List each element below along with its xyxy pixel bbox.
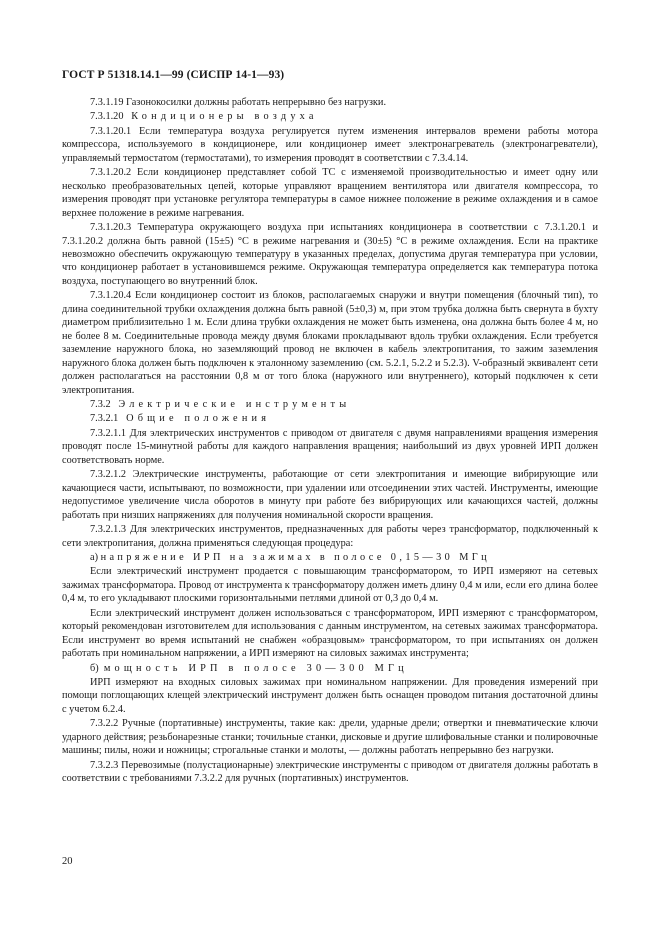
- document-body: [62, 96, 598, 787]
- paragraph: ИРП измеряют на входных силовых зажимах при номинальном напряжении. Для проведения измерений при помощи поглощающих клещей электрический инструмент должен быть оснащен проводом питания достаточной длины с учетом 6.2.4.: [62, 677, 598, 715]
- paragraph: Если электрический инструмент продается с повышающим трансформатором, то ИРП измеряют на сетевых зажимах трансформатора. Провод от инструмента к трансформатору должен иметь длину 0,4 м или, если его длина более 0,4 м, то его укладывают плоскими горизонтальными петлями длиной от 0,3 до 0,4 м.: [62, 566, 598, 605]
- document-header: ГОСТ Р 51318.14.1—99 (СИСПР 14-1—93): [62, 69, 285, 81]
- section-heading: 7.3.1.20 Кондиционеры воздуха: [90, 111, 318, 123]
- section-heading: 7.3.2 Электрические инструменты: [90, 398, 351, 410]
- paragraph: 7.3.2.2 Ручные (портативные) инструменты, такие как: дрели, ударные дрели; отвертки и пневматические ключи ударного действия; резьбонарезные станки; точильные станки, дисковые и другие шлифовальные станки и полировочные машины; пилы, ножи и ножницы; строгальные станки и молоты, — должны работать непрерывно без нагрузки.: [62, 718, 599, 757]
- paragraph: 7.3.1.20.4 Если кондиционер состоит из блоков, располагаемых снаружи и внутри помещения (блочный тип), то длина соединительной трубки охлаждения должна быть равной (5±0,3) м, при этом трубка должна быть свернута в бухту диаметром приблизительно 1 м. Если длина трубки охлаждения не может быть изменена, она должна быть более 4 м, но не более 8 м. Соединительные провода между двумя блоками прокладывают вдоль трубки охлаждения. Если требуется заземление наружного блока, но заземляющий провод не включен в кабель электропитания, то зажим заземления наружного блока должен быть подключен к эталонному заземлению (см. 5.2.1, 5.2.2 и 5.2.3). V-образный эквивалент сети должен располагаться на расстоянии 0,8 м от того блока (наружного или внутреннего), который подключен к сети электропитания.: [62, 290, 598, 396]
- list-item-heading: б) мощность ИРП в полосе 30—300 МГц: [90, 662, 408, 674]
- list-item-heading: а) напряжение ИРП на зажимах в полосе 0,15—30 МГц: [90, 551, 491, 563]
- paragraph: 7.3.2.1.3 Для электрических инструментов, предназначенных для работы через трансформатор, подключенный к сети электропитания, должна применяться следующая процедура:: [62, 524, 598, 549]
- paragraph: 7.3.2.3 Перевозимые (полустационарные) электрические инструменты с приводом от двигателя должны работать в соответствии с требованиями 7.3.2.2 для ручных (портативных) инструментов.: [62, 759, 598, 785]
- paragraph: 7.3.2.1.2 Электрические инструменты, работающие от сети электропитания и имеющие вибрирующие или качающиеся части, испытывают, по возможности, при удалении или отсоединении этих частей. Инструменты, имеющие недопустимое увеличение числа оборотов в минуту при работе без вибрирующих или качающихся частей, должны работать при низших напряжениях для получения номинальной скорости вращения.: [62, 469, 598, 521]
- paragraph: Если электрический инструмент должен использоваться с трансформатором, ИРП измеряют с трансформатором, который рекомендован изготовителем для использования с данным инструментом, на сетевых зажимах трансформатора. Если инструмент во время испытаний не снабжен «образцовым» трансформатором, то при испытаниях он должен работать при номинальном напряжении, а ИРП измеряют на силовых зажимах инструмента;: [62, 607, 598, 660]
- paragraph: 7.3.1.19 Газонокосилки должны работать непрерывно без нагрузки.: [90, 97, 387, 108]
- paragraph: 7.3.1.20.1 Если температура воздуха регулируется путем изменения интервалов времени работы мотора компрессора, используемого в кондиционере, или кондиционер имеет электронагреватель (электронагреватели), управляемый термостатом (термостатами), то измерения проводят в соответствии с 7.3.4.14.: [62, 125, 598, 164]
- paragraph: 7.3.1.20.2 Если кондиционер представляет собой ТС с изменяемой производительностью и имеет одну или несколько преобразовательных цепей, которые управляют вращением вентилятора или двигателя компрессора, то измерения проводят при установке регулятора температуры в самое нижнее положение в режиме охлаждения и в самое верхнее положение в режиме нагревания.: [62, 167, 598, 219]
- section-heading: 7.3.2.1 Общие положения: [90, 413, 271, 425]
- paragraph: 7.3.2.1.1 Для электрических инструментов с приводом от двигателя с двумя направлениями вращения измерения проводят после 15-минутной работы для каждого направления вращения; наибольший из двух уровней ИРП должен соответствовать норме.: [62, 427, 598, 466]
- page-number: 20: [62, 856, 73, 867]
- paragraph: 7.3.1.20.3 Температура окружающего воздуха при испытаниях кондиционера в соответствии с 7.3.1.20.1 и 7.3.1.20.2 должна быть равной (15±5) °С в режиме нагревания и (30±5) °С в режиме охлаждения. Если на практике невозможно обеспечить окружающую температуру в указанных пределах, допустима другая температура при условии, что кондиционер работает в установившемся режиме. Окружающая температура определяется как температура потока воздуха, поступающего во внутренний блок.: [62, 222, 598, 287]
